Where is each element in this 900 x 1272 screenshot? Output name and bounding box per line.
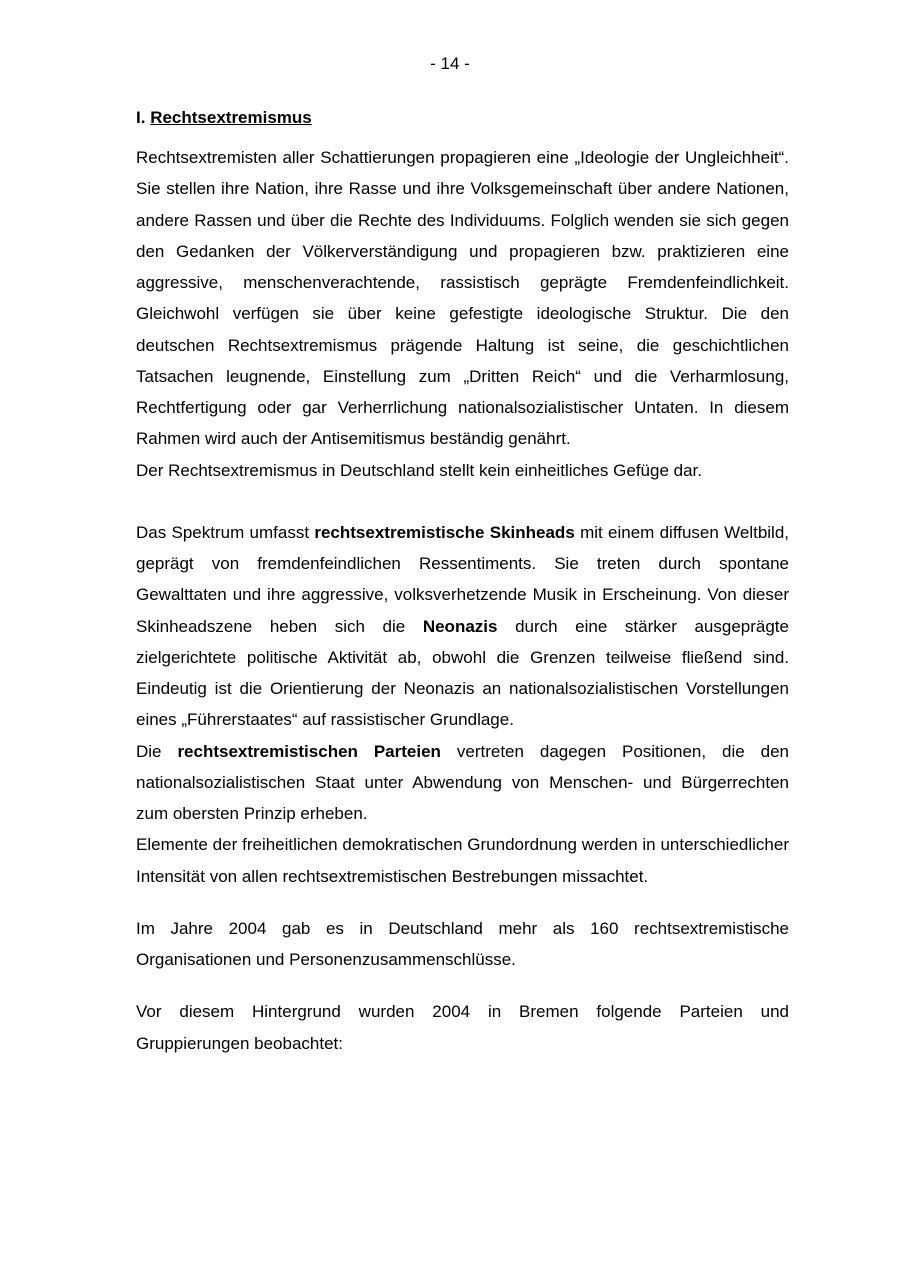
paragraph-statistics: Im Jahre 2004 gab es in Deutschland mehr als 160 rechtsextremistische Organisationen und Personenzusammenschlüsse. xyxy=(136,918,789,969)
parties-text-1: Die xyxy=(136,741,178,761)
spacer xyxy=(136,486,789,517)
section-heading-title: Rechtsextremismus xyxy=(150,108,312,127)
spectrum-text-2: mit einem diffusen Weltbild, geprägt von fremdenfeindlichen Ressentiments. Sie treten durch spontane Gewalttaten und ihre aggressive, volksverhetzende Musik in Erscheinung. Von dieser Skinheadszene heben sich die xyxy=(136,522,789,636)
spectrum-text-1: Das Spektrum umfasst xyxy=(136,522,315,542)
parties-bold: rechtsextremistischen Parteien xyxy=(177,741,441,761)
paragraph-bremen: Vor diesem Hintergrund wurden 2004 in Bremen folgende Parteien und Gruppierungen beobachtet: xyxy=(136,1002,789,1053)
spacer xyxy=(136,975,789,996)
paragraph-spectrum xyxy=(136,517,789,736)
paragraph-constitution: Elemente der freiheitlichen demokratischen Grundordnung werden in unterschiedlicher Intensität von allen rechtsextremistischen Bestrebungen missachtet. xyxy=(136,835,789,886)
spacer xyxy=(136,892,789,913)
page-number: - 14 - xyxy=(430,54,470,73)
paragraph-parties xyxy=(136,736,789,830)
spectrum-bold-skinheads: rechtsextremistische Skinheads xyxy=(314,522,575,542)
spectrum-text-3: durch eine stärker ausgeprägte zielgerichtete politische Aktivität ab, obwohl die Grenzen teilweise fließend sind. Eindeutig ist die Orientierung der Neonazis an nationalsozialistischen Vorstellungen eines „Führerstaates“ auf rassistischer Grundlage. xyxy=(136,616,789,730)
parties-text-2: vertreten dagegen Positionen, die den nationalsozialistischen Staat unter Abwendung von Menschen- und Bürgerrechten zum obersten Prinzip erheben. xyxy=(136,741,789,823)
paragraph-ideology: Rechtsextremisten aller Schattierungen propagieren eine „Ideologie der Ungleichheit“. Sie stellen ihre Nation, ihre Rasse und ihre Volksgemeinschaft über andere Nationen, andere Rassen und über die Rechte des Individuums. Folglich wenden sie sich gegen den Gedanken der Völkerverständigung und propagieren bzw. praktizieren eine aggressive, menschenverachtende, rassistisch geprägte Fremdenfeindlichkeit. Gleichwohl verfügen sie über keine gefestigte ideologische Struktur. Die den deutschen Rechtsextremismus prägende Haltung ist seine, die geschichtlichen Tatsachen leugnende, Einstellung zum „Dritten Reich“ und die Verharmlosung, Rechtfertigung oder gar Verherrlichung nationalsozialistischer Untaten. In diesem Rahmen wird auch der Antisemitismus beständig genährt. xyxy=(136,148,789,449)
section-heading xyxy=(136,104,789,132)
spectrum-bold-neonazis: Neonazis xyxy=(422,616,498,636)
section-heading-prefix: I. xyxy=(136,108,146,127)
paragraph-structure: Der Rechtsextremismus in Deutschland stellt kein einheitliches Gefüge dar. xyxy=(136,460,702,480)
document-body xyxy=(136,104,789,1059)
